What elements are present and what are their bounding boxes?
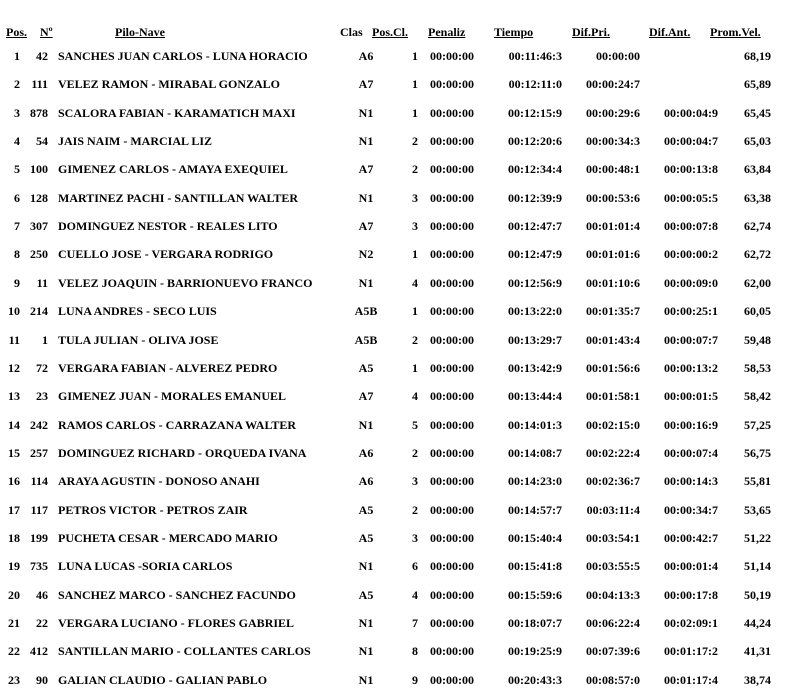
row-pilot-navigator: SCALORA FABIAN - KARAMATICH MAXI xyxy=(58,105,296,120)
row-num: 100 xyxy=(30,162,48,177)
row-num: 46 xyxy=(36,587,48,602)
row-penalty: 00:00:00 xyxy=(430,445,474,460)
row-penalty: 00:00:00 xyxy=(430,105,474,120)
row-diff-first: 00:01:35:7 xyxy=(586,304,640,319)
row-pos: 1 xyxy=(14,49,20,63)
header-avg-speed: Prom.Vel. xyxy=(710,25,761,39)
row-pilot-navigator: GALIAN CLAUDIO - GALIAN PABLO xyxy=(58,672,268,687)
row-class: N1 xyxy=(358,134,374,149)
row-num: 23 xyxy=(36,389,48,404)
table-row xyxy=(0,332,800,352)
row-diff-previous: 00:00:01:4 xyxy=(664,559,718,574)
row-avg-speed: 65,45 xyxy=(744,105,771,120)
row-class-position: 7 xyxy=(412,616,418,630)
row-diff-previous: 00:01:17:2 xyxy=(664,644,718,659)
row-diff-previous: 00:00:07:4 xyxy=(664,445,718,460)
row-pilot-navigator: DOMINGUEZ RICHARD - ORQUEDA IVANA xyxy=(58,445,307,460)
row-penalty: 00:00:00 xyxy=(430,49,474,63)
table-row xyxy=(0,473,800,493)
row-diff-previous: 00:00:01:5 xyxy=(664,389,718,404)
row-class: N1 xyxy=(358,559,374,574)
row-diff-first: 00:02:15:0 xyxy=(586,417,640,432)
row-pilot-navigator: SANTILLAN MARIO - COLLANTES CARLOS xyxy=(58,644,311,659)
row-penalty: 00:00:00 xyxy=(430,77,474,92)
row-avg-speed: 58,53 xyxy=(744,360,771,375)
row-diff-first: 00:07:39:6 xyxy=(586,644,640,659)
row-avg-speed: 44,24 xyxy=(744,616,771,630)
row-class: A6 xyxy=(358,474,374,489)
row-pos: 6 xyxy=(14,190,20,205)
header-num: Nº xyxy=(40,25,53,39)
row-pilot-navigator: GIMENEZ JUAN - MORALES EMANUEL xyxy=(58,389,287,404)
row-diff-previous: 00:00:07:8 xyxy=(664,219,718,234)
row-diff-previous: 00:00:42:7 xyxy=(664,530,718,545)
row-num: 72 xyxy=(36,360,48,375)
row-class: N1 xyxy=(358,275,374,290)
row-class-position: 1 xyxy=(412,304,418,319)
row-class-position: 4 xyxy=(412,389,418,404)
row-pilot-navigator: SANCHEZ MARCO - SANCHEZ FACUNDO xyxy=(58,587,296,602)
row-pos: 11 xyxy=(8,332,20,347)
table-row xyxy=(0,76,800,96)
row-diff-previous: 00:00:04:9 xyxy=(664,105,718,120)
row-class-position: 9 xyxy=(412,672,418,687)
row-avg-speed: 65,03 xyxy=(744,134,771,149)
row-class: N1 xyxy=(358,190,374,205)
row-class-position: 2 xyxy=(412,332,418,347)
row-avg-speed: 62,00 xyxy=(744,275,771,290)
row-pos: 5 xyxy=(14,162,20,177)
row-num: 128 xyxy=(30,190,48,205)
header-time: Tiempo xyxy=(494,25,534,39)
row-num: 199 xyxy=(30,530,48,545)
row-class: A7 xyxy=(358,162,374,177)
row-pilot-navigator: JAIS NAIM - MARCIAL LIZ xyxy=(58,134,213,149)
row-class: A7 xyxy=(358,77,374,92)
row-avg-speed: 60,05 xyxy=(744,304,771,319)
row-pos: 3 xyxy=(14,105,20,120)
row-penalty: 00:00:00 xyxy=(430,219,474,234)
row-pilot-navigator: VERGARA FABIAN - ALVEREZ PEDRO xyxy=(58,360,278,375)
row-diff-previous: 00:00:00:2 xyxy=(664,247,718,262)
row-time: 00:12:39:9 xyxy=(508,190,562,205)
row-avg-speed: 58,42 xyxy=(744,389,771,404)
row-diff-first: 00:01:56:6 xyxy=(586,360,640,375)
row-diff-previous: 00:00:09:0 xyxy=(664,275,718,290)
table-row xyxy=(0,445,800,465)
row-time: 00:15:40:4 xyxy=(508,530,562,545)
row-class-position: 4 xyxy=(412,587,418,602)
row-avg-speed: 59,48 xyxy=(744,332,771,347)
row-penalty: 00:00:00 xyxy=(430,162,474,177)
table-row xyxy=(0,48,800,68)
row-penalty: 00:00:00 xyxy=(430,530,474,545)
row-avg-speed: 41,31 xyxy=(744,644,771,659)
row-avg-speed: 55,81 xyxy=(744,474,771,489)
header-pilot-navigator: Pilo-Nave xyxy=(115,25,165,39)
row-diff-first: 00:03:54:1 xyxy=(586,530,640,545)
row-diff-previous: 00:00:13:2 xyxy=(664,360,718,375)
results-header xyxy=(0,24,800,44)
row-penalty: 00:00:00 xyxy=(430,304,474,319)
row-num: 54 xyxy=(36,134,48,149)
header-pos: Pos. xyxy=(6,25,27,39)
row-pos: 2 xyxy=(14,77,20,92)
row-time: 00:15:41:8 xyxy=(508,559,562,574)
table-row xyxy=(0,218,800,238)
row-time: 00:14:57:7 xyxy=(508,502,562,517)
table-row xyxy=(0,530,800,550)
row-pos: 7 xyxy=(14,219,20,234)
header-class: Clas xyxy=(340,25,363,39)
row-time: 00:13:44:4 xyxy=(508,389,562,404)
row-avg-speed: 63,38 xyxy=(744,190,771,205)
row-pos: 13 xyxy=(8,389,20,404)
row-time: 00:12:11:0 xyxy=(508,77,562,92)
row-penalty: 00:00:00 xyxy=(430,190,474,205)
table-row xyxy=(0,275,800,295)
row-pos: 21 xyxy=(8,616,20,630)
row-time: 00:11:46:3 xyxy=(508,49,562,63)
row-num: 242 xyxy=(30,417,48,432)
row-diff-first: 00:00:48:1 xyxy=(586,162,640,177)
row-penalty: 00:00:00 xyxy=(430,417,474,432)
table-row xyxy=(0,558,800,578)
row-penalty: 00:00:00 xyxy=(430,275,474,290)
row-class-position: 3 xyxy=(412,530,418,545)
row-num: 42 xyxy=(36,49,48,63)
row-pilot-navigator: SANCHES JUAN CARLOS - LUNA HORACIO xyxy=(58,49,308,63)
row-penalty: 00:00:00 xyxy=(430,474,474,489)
row-num: 412 xyxy=(30,644,48,659)
row-num: 257 xyxy=(30,445,48,460)
row-class: N1 xyxy=(358,672,374,687)
row-pos: 18 xyxy=(8,530,20,545)
row-pilot-navigator: VERGARA LUCIANO - FLORES GABRIEL xyxy=(58,616,295,630)
row-class-position: 1 xyxy=(412,360,418,375)
row-class: A5 xyxy=(358,502,374,517)
row-class-position: 4 xyxy=(412,275,418,290)
table-row xyxy=(0,360,800,380)
row-time: 00:12:47:9 xyxy=(508,247,562,262)
row-num: 735 xyxy=(30,559,48,574)
row-pos: 14 xyxy=(8,417,20,432)
row-num: 114 xyxy=(30,474,48,489)
row-class-position: 1 xyxy=(412,247,418,262)
row-num: 111 xyxy=(31,77,48,92)
row-time: 00:12:56:9 xyxy=(508,275,562,290)
table-row xyxy=(0,417,800,437)
row-diff-first: 00:03:55:5 xyxy=(586,559,640,574)
row-penalty: 00:00:00 xyxy=(430,332,474,347)
row-class-position: 2 xyxy=(412,134,418,149)
row-time: 00:14:23:0 xyxy=(508,474,562,489)
row-diff-first: 00:00:29:6 xyxy=(586,105,640,120)
row-class-position: 2 xyxy=(412,502,418,517)
row-pilot-navigator: VELEZ JOAQUIN - BARRIONUEVO FRANCO xyxy=(58,275,313,290)
table-row xyxy=(0,388,800,408)
row-avg-speed: 51,22 xyxy=(744,530,771,545)
header-penalty: Penaliz xyxy=(428,25,466,39)
row-diff-previous: 00:00:16:9 xyxy=(664,417,718,432)
row-num: 22 xyxy=(36,616,48,630)
row-class-position: 2 xyxy=(412,162,418,177)
table-row xyxy=(0,133,800,153)
row-penalty: 00:00:00 xyxy=(430,616,474,630)
row-avg-speed: 53,65 xyxy=(744,502,771,517)
row-pos: 19 xyxy=(8,559,20,574)
row-avg-speed: 62,72 xyxy=(744,247,771,262)
row-avg-speed: 56,75 xyxy=(744,445,771,460)
row-class-position: 1 xyxy=(412,105,418,120)
row-pos: 22 xyxy=(8,644,20,659)
row-pilot-navigator: LUNA LUCAS -SORIA CARLOS xyxy=(58,559,233,574)
row-time: 00:13:22:0 xyxy=(508,304,562,319)
row-num: 214 xyxy=(30,304,48,319)
row-penalty: 00:00:00 xyxy=(430,587,474,602)
row-class-position: 1 xyxy=(412,49,418,63)
table-row xyxy=(0,190,800,210)
table-row xyxy=(0,105,800,125)
row-diff-previous: 00:00:13:8 xyxy=(664,162,718,177)
row-pos: 15 xyxy=(8,445,20,460)
row-time: 00:19:25:9 xyxy=(508,644,562,659)
row-diff-first: 00:06:22:4 xyxy=(586,616,640,630)
row-pilot-navigator: RAMOS CARLOS - CARRAZANA WALTER xyxy=(58,417,297,432)
table-row xyxy=(0,643,800,663)
row-num: 250 xyxy=(30,247,48,262)
row-penalty: 00:00:00 xyxy=(430,672,474,687)
row-penalty: 00:00:00 xyxy=(430,559,474,574)
row-penalty: 00:00:00 xyxy=(430,134,474,149)
row-class: A7 xyxy=(358,389,374,404)
row-class-position: 8 xyxy=(412,644,418,659)
row-diff-first: 00:02:36:7 xyxy=(586,474,640,489)
row-diff-first: 00:00:34:3 xyxy=(586,134,640,149)
table-row xyxy=(0,161,800,181)
row-time: 00:14:08:7 xyxy=(508,445,562,460)
row-time: 00:12:15:9 xyxy=(508,105,562,120)
row-diff-previous: 00:00:05:5 xyxy=(664,190,718,205)
row-diff-previous: 00:00:17:8 xyxy=(664,587,718,602)
header-diff-first: Dif.Pri. xyxy=(572,25,610,39)
row-class-position: 1 xyxy=(412,77,418,92)
table-row xyxy=(0,615,800,635)
row-time: 00:20:43:3 xyxy=(508,672,562,687)
row-avg-speed: 57,25 xyxy=(744,417,771,432)
row-diff-first: 00:00:00 xyxy=(596,49,640,63)
row-pos: 8 xyxy=(14,247,20,262)
row-class: N1 xyxy=(358,644,374,659)
row-diff-first: 00:04:13:3 xyxy=(586,587,640,602)
header-class-position: Pos.Cl. xyxy=(372,25,408,39)
row-diff-previous: 00:00:14:3 xyxy=(664,474,718,489)
row-avg-speed: 65,89 xyxy=(744,77,771,92)
row-penalty: 00:00:00 xyxy=(430,644,474,659)
row-class: A6 xyxy=(358,445,374,460)
row-diff-previous: 00:00:34:7 xyxy=(664,502,718,517)
row-diff-first: 00:08:57:0 xyxy=(586,672,640,687)
row-pos: 4 xyxy=(14,134,20,149)
row-pilot-navigator: CUELLO JOSE - VERGARA RODRIGO xyxy=(58,247,274,262)
row-class: N1 xyxy=(358,616,374,630)
table-row xyxy=(0,502,800,522)
row-avg-speed: 63,84 xyxy=(744,162,771,177)
row-pos: 10 xyxy=(8,304,20,319)
row-diff-previous: 00:01:17:4 xyxy=(664,672,718,687)
row-pilot-navigator: MARTINEZ PACHI - SANTILLAN WALTER xyxy=(58,190,299,205)
row-penalty: 00:00:00 xyxy=(430,360,474,375)
row-diff-first: 00:00:53:6 xyxy=(586,190,640,205)
row-diff-first: 00:01:01:4 xyxy=(586,219,640,234)
row-diff-first: 00:01:58:1 xyxy=(586,389,640,404)
row-class: N1 xyxy=(358,417,374,432)
row-diff-first: 00:02:22:4 xyxy=(586,445,640,460)
row-time: 00:15:59:6 xyxy=(508,587,562,602)
row-class: N1 xyxy=(358,105,374,120)
row-avg-speed: 62,74 xyxy=(744,219,771,234)
row-num: 1 xyxy=(42,332,48,347)
row-pilot-navigator: VELEZ RAMON - MIRABAL GONZALO xyxy=(58,77,281,92)
row-class: N2 xyxy=(358,247,374,262)
row-diff-previous: 00:00:25:1 xyxy=(664,304,718,319)
row-pos: 16 xyxy=(8,474,20,489)
row-class-position: 2 xyxy=(412,445,418,460)
row-pilot-navigator: ARAYA AGUSTIN - DONOSO ANAHI xyxy=(58,474,260,489)
row-num: 117 xyxy=(30,502,48,517)
row-pos: 23 xyxy=(8,672,20,687)
table-row xyxy=(0,587,800,607)
row-class: A5B xyxy=(354,332,378,347)
row-pos: 12 xyxy=(8,360,20,375)
row-diff-previous: 00:00:04:7 xyxy=(664,134,718,149)
row-diff-first: 00:03:11:4 xyxy=(586,502,640,517)
table-row xyxy=(0,246,800,266)
row-time: 00:12:20:6 xyxy=(508,134,562,149)
row-time: 00:13:42:9 xyxy=(508,360,562,375)
row-pos: 20 xyxy=(8,587,20,602)
row-class: A5 xyxy=(358,360,374,375)
row-avg-speed: 51,14 xyxy=(744,559,771,574)
row-time: 00:12:34:4 xyxy=(508,162,562,177)
row-pilot-navigator: GIMENEZ CARLOS - AMAYA EXEQUIEL xyxy=(58,162,288,177)
row-penalty: 00:00:00 xyxy=(430,502,474,517)
row-avg-speed: 68,19 xyxy=(744,49,771,63)
row-class-position: 3 xyxy=(412,190,418,205)
row-pilot-navigator: PETROS VICTOR - PETROS ZAIR xyxy=(58,502,248,517)
row-num: 878 xyxy=(30,105,48,120)
row-num: 90 xyxy=(36,672,48,687)
row-diff-previous: 00:00:07:7 xyxy=(664,332,718,347)
row-pilot-navigator: TULA JULIAN - OLIVA JOSE xyxy=(58,332,219,347)
row-class: A5B xyxy=(354,304,378,319)
table-row xyxy=(0,672,800,692)
row-diff-previous: 00:02:09:1 xyxy=(664,616,718,630)
row-pos: 9 xyxy=(14,275,20,290)
row-penalty: 00:00:00 xyxy=(430,389,474,404)
row-diff-first: 00:01:10:6 xyxy=(586,275,640,290)
row-diff-first: 00:01:43:4 xyxy=(586,332,640,347)
row-class: A6 xyxy=(358,49,374,63)
row-time: 00:14:01:3 xyxy=(508,417,562,432)
row-avg-speed: 50,19 xyxy=(744,587,771,602)
row-time: 00:13:29:7 xyxy=(508,332,562,347)
row-num: 11 xyxy=(36,275,48,290)
row-pilot-navigator: LUNA ANDRES - SECO LUIS xyxy=(58,304,217,319)
row-class-position: 3 xyxy=(412,474,418,489)
header-diff-previous: Dif.Ant. xyxy=(649,25,691,39)
row-diff-first: 00:01:01:6 xyxy=(586,247,640,262)
table-row xyxy=(0,303,800,323)
row-num: 307 xyxy=(30,219,48,234)
row-class-position: 3 xyxy=(412,219,418,234)
row-penalty: 00:00:00 xyxy=(430,247,474,262)
row-pilot-navigator: DOMINGUEZ NESTOR - REALES LITO xyxy=(58,219,278,234)
row-time: 00:12:47:7 xyxy=(508,219,562,234)
row-class: A5 xyxy=(358,530,374,545)
row-class-position: 6 xyxy=(412,559,418,574)
row-class: A5 xyxy=(358,587,374,602)
row-time: 00:18:07:7 xyxy=(508,616,562,630)
row-diff-first: 00:00:24:7 xyxy=(586,77,640,92)
row-class: A7 xyxy=(358,219,374,234)
row-pilot-navigator: PUCHETA CESAR - MERCADO MARIO xyxy=(58,530,278,545)
row-class-position: 5 xyxy=(412,417,418,432)
row-avg-speed: 38,74 xyxy=(744,672,771,687)
row-pos: 17 xyxy=(8,502,20,517)
